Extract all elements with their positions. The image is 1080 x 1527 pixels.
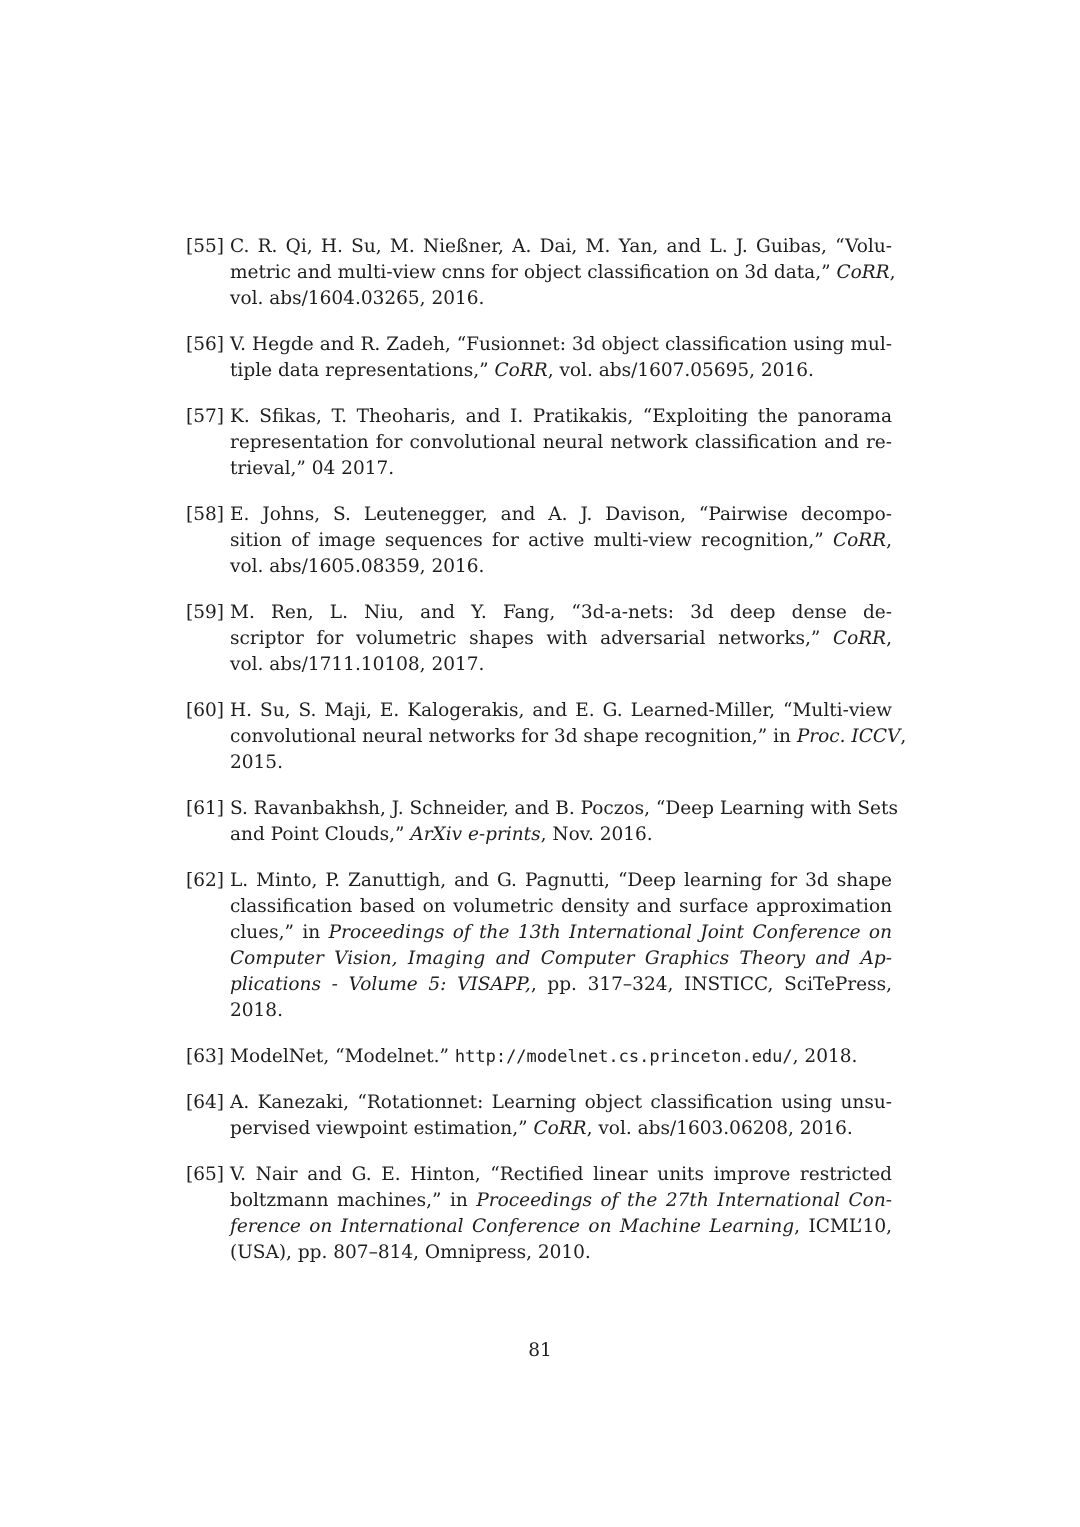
text-segment: , [886,530,892,551]
reference-line [230,528,892,554]
reference-list [186,234,907,1286]
italic-text: CoRR [533,1118,587,1139]
reference-number: [63] [186,1046,224,1067]
text-segment: sition of image sequences for active multi-view recognition,” [230,530,833,551]
italic-text: Proceedings of the 27th International Con- [476,1190,892,1211]
reference-line [230,1090,892,1116]
reference-line [230,972,892,998]
reference-item [186,502,892,580]
reference-text [230,868,892,1024]
text-segment: , vol. abs/1603.06208, 2016. [586,1118,853,1139]
reference-line [230,724,907,750]
text-segment: V. Hegde and R. Zadeh, “Fusionnet: 3d object classification using mul- [230,334,892,355]
reference-item [186,1090,892,1142]
reference-line [230,260,896,286]
reference-line [230,1240,892,1266]
reference-line [230,822,892,848]
reference-line [230,358,892,384]
text-segment: and Point Clouds,” [230,824,411,845]
reference-line [230,554,892,580]
text-segment: vol. abs/1604.03265, 2016. [230,288,485,309]
text-segment: ModelNet, “Modelnet.” [230,1046,455,1067]
reference-line [230,404,892,430]
italic-text: Computer Vision, Imaging and Computer Graphics Theory and Ap- [230,948,892,969]
text-segment: classification based on volumetric density and surface approximation [230,896,892,917]
text-segment: vol. abs/1711.10108, 2017. [230,654,485,675]
reference-line [230,234,892,260]
reference-line [230,750,892,776]
reference-item [186,234,896,312]
text-segment: , 2018. [792,1046,858,1067]
reference-number: [62] [186,870,224,891]
text-segment: E. Johns, S. Leutenegger, and A. J. Davison, “Pairwise decompo- [230,504,892,525]
reference-number: [60] [186,700,224,721]
reference-line [230,894,892,920]
page-number: 81 [528,1340,552,1361]
text-segment: L. Minto, P. Zanuttigh, and G. Pagnutti, “Deep learning for 3d shape [230,870,892,891]
reference-text [230,1044,892,1070]
text-segment: clues,” in [230,922,329,943]
text-segment: metric and multi-view cnns for object classification on 3d data,” [230,262,837,283]
italic-text: CoRR [832,628,887,649]
reference-number: [64] [186,1092,224,1113]
reference-text [230,1162,892,1266]
reference-line [230,796,898,822]
reference-line [230,698,892,724]
reference-line [230,626,892,652]
reference-line [230,1116,892,1142]
reference-text [230,698,907,776]
reference-line [230,430,892,456]
reference-item [186,404,892,482]
text-segment: , vol. abs/1607.05695, 2016. [547,360,814,381]
italic-text: plications - Volume 5: VISAPP, [230,974,531,995]
reference-item [186,600,892,678]
reference-line [230,600,892,626]
reference-text [230,332,892,384]
text-segment: boltzmann machines,” in [230,1190,477,1211]
text-segment: convolutional neural networks for 3d shape recognition,” in [230,726,797,747]
reference-number: [58] [186,504,224,525]
italic-text: ference on International Conference on Machine Learning [230,1216,795,1237]
text-segment: S. Ravanbakhsh, J. Schneider, and B. Poczos, “Deep Learning with Sets [230,798,898,819]
reference-text [230,796,898,848]
reference-number: [61] [186,798,224,819]
text-segment: , pp. 317–324, INSTICC, SciTePress, [530,974,893,995]
italic-text: Proc. ICCV [796,726,901,747]
text-segment: scriptor for volumetric shapes with adversarial networks,” [230,628,833,649]
url-link[interactable]: http://modelnet.cs.princeton.edu/ [454,1047,793,1067]
reference-line [230,332,892,358]
reference-line [230,1044,892,1070]
reference-line [230,946,892,972]
text-segment: A. Kanezaki, “Rotationnet: Learning object classification using unsu- [230,1092,892,1113]
text-segment: vol. abs/1605.08359, 2016. [230,556,485,577]
text-segment: M. Ren, L. Niu, and Y. Fang, “3d-a-nets: 3d deep dense de- [230,602,892,623]
text-segment: C. R. Qi, H. Su, M. Nießner, A. Dai, M. Yan, and L. J. Guibas, “Volu- [230,236,892,257]
text-segment: tiple data representations,” [230,360,495,381]
text-segment: , [900,726,907,747]
text-segment: V. Nair and G. E. Hinton, “Rectified linear units improve restricted [230,1164,892,1185]
reference-number: [55] [186,236,224,257]
reference-text [230,234,896,312]
text-segment: , ICML’10, [794,1216,892,1237]
text-segment: , Nov. 2016. [540,824,653,845]
text-segment: trieval,” 04 2017. [230,458,395,479]
italic-text: Proceedings of the 13th International Joint Conference on [328,922,892,943]
reference-line [230,652,892,678]
text-segment: , [886,628,892,649]
text-segment: K. Sfikas, T. Theoharis, and I. Pratikakis, “Exploiting the panorama [230,406,892,427]
reference-item [186,868,892,1024]
reference-text [230,600,892,678]
text-segment: representation for convolutional neural network classification and re- [230,432,892,453]
text-segment: , [889,262,896,283]
reference-line [230,286,892,312]
reference-line [230,998,892,1024]
reference-text [230,1090,892,1142]
reference-item [186,1044,892,1070]
reference-item [186,1162,892,1266]
italic-text: ArXiv e-prints [410,824,541,845]
text-segment: pervised viewpoint estimation,” [230,1118,534,1139]
reference-line [230,868,892,894]
reference-number: [57] [186,406,224,427]
reference-number: [56] [186,334,224,355]
reference-line [230,456,892,482]
reference-number: [59] [186,602,224,623]
reference-text [230,502,892,580]
reference-item [186,796,898,848]
text-segment: 2018. [230,1000,283,1021]
reference-line [230,502,892,528]
reference-text [230,404,892,482]
italic-text: CoRR [836,262,890,283]
reference-item [186,698,907,776]
italic-text: CoRR [494,360,548,381]
reference-item [186,332,892,384]
text-segment: 2015. [230,752,283,773]
reference-line [230,1188,892,1214]
reference-line [230,1214,892,1240]
reference-line [230,1162,892,1188]
italic-text: CoRR [832,530,887,551]
text-segment: H. Su, S. Maji, E. Kalogerakis, and E. G. Learned-Miller, “Multi-view [230,700,892,721]
reference-line [230,920,892,946]
reference-number: [65] [186,1164,224,1185]
text-segment: (USA), pp. 807–814, Omnipress, 2010. [230,1242,591,1263]
